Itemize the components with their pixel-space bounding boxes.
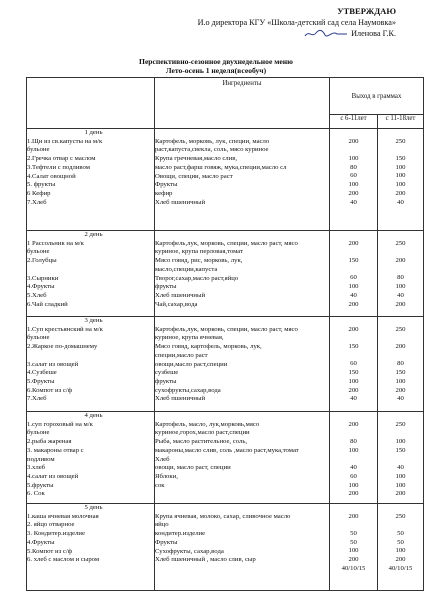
ingredient-line: Мясо говяд, рис, морковь, лук,	[155, 257, 243, 265]
portion-value: 100	[348, 155, 359, 163]
ingredient-line: сузбеше	[155, 369, 179, 377]
dish-name: 5. фрукты	[27, 181, 56, 189]
dish-name: 1.каша ячневая молочная	[27, 512, 99, 520]
dish-name: 3. макароны отвар с	[27, 446, 84, 454]
portion-value: 200	[395, 300, 406, 308]
dish-name: 6 Кефир	[27, 189, 51, 197]
portion-value	[330, 521, 377, 530]
ingredient-line: фрукты	[155, 283, 177, 291]
dish-name: 2.Гречка отвар с маслом	[27, 155, 96, 163]
portion-value: 100	[395, 481, 406, 489]
portion-value: 60	[350, 172, 357, 180]
portion-value: 200	[348, 556, 359, 564]
signer-name: Иленова Г.К.	[351, 29, 396, 38]
dish-name: 5.Хлеб	[27, 291, 47, 299]
day-row	[27, 129, 424, 231]
value-age1-cell	[330, 412, 378, 504]
ingredient-line: специи,масло раст	[155, 351, 208, 359]
ingredients-cell	[155, 317, 330, 412]
portion-value: 40	[397, 395, 404, 403]
portion-value	[378, 248, 423, 257]
dish-name: 1.суп гороховый на м/к	[27, 420, 93, 428]
value-age2-cell	[378, 129, 424, 231]
ingredients-cell	[155, 129, 330, 231]
age-group-2: с 11-18лет	[378, 115, 424, 129]
portion-value: 100	[395, 547, 406, 555]
ingredient-line: Картофель,лук, морковь, специи, масло раст, мясо	[155, 239, 298, 247]
ingredient-line: Картофель,лук, морковь, специи, масло раст, мясо	[155, 325, 298, 333]
ingredients-header: Ингредиенты	[155, 78, 330, 129]
ingredient-line: сок	[155, 481, 165, 489]
dish-name: 4.Фрукты	[27, 538, 55, 546]
day-label: 3 день	[84, 317, 103, 324]
portion-value: 200	[348, 490, 359, 498]
portion-value	[378, 455, 423, 464]
dish-name: 3.хлеб	[27, 464, 46, 472]
portion-value	[330, 248, 377, 257]
day-row	[27, 504, 424, 591]
dish-name: 1.Щи из св.капусты на м/к	[27, 137, 103, 145]
ingredient-line: Хлеб пшеничный	[155, 198, 206, 206]
dish-name: 6.Компот из с/ф	[27, 386, 73, 394]
ingredient-line: Хлеб пшеничный	[155, 395, 206, 403]
portion-value: 40	[350, 198, 357, 206]
dish-name: 7.Хлеб	[27, 198, 47, 206]
portion-value: 150	[348, 369, 359, 377]
dish-name: 1.Суп крестьянский на м/к	[27, 325, 103, 333]
portion-value: 150	[348, 257, 359, 265]
dish-name: 2.Голубцы	[27, 257, 57, 265]
dish-name: 2.Жаркое по-домашнему	[27, 343, 98, 351]
portion-value: 100	[348, 481, 359, 489]
day-row	[27, 412, 424, 504]
ingredient-line: Рыба, масло растительное, соль,	[155, 438, 248, 446]
ingredients-cell	[155, 412, 330, 504]
portion-value: 250	[395, 239, 406, 247]
portion-value: 200	[348, 420, 359, 428]
portion-value: 150	[395, 369, 406, 377]
portion-value: 100	[395, 377, 406, 385]
ingredient-line: Крупа ячневая, молоко, сахар, сливочное масло	[155, 512, 291, 520]
portion-value: 100	[395, 172, 406, 180]
portion-value: 200	[395, 556, 406, 564]
portion-value: 80	[350, 438, 357, 446]
portion-value: 100	[395, 163, 406, 171]
menu-subtitle: Лето-осень 1 неделя(всеобуч)	[165, 66, 267, 75]
portion-value: 50	[350, 530, 357, 538]
value-age2-cell	[378, 231, 424, 317]
dish-name: бульоне	[27, 429, 50, 437]
portion-value: 200	[348, 386, 359, 394]
dish-name: подливом	[27, 455, 55, 463]
ingredient-line: Яблоки,	[155, 472, 178, 480]
ingredient-line: Картофель, масло, лук,морковь,мясо	[155, 420, 260, 428]
portion-value: 60	[350, 274, 357, 282]
portion-value	[330, 334, 377, 343]
dish-name: 4.Фрукты	[27, 283, 55, 291]
ingredient-line: овощи,масло раст,специи	[155, 360, 228, 368]
value-age1-cell	[330, 129, 378, 231]
portion-value: 40	[350, 464, 357, 472]
day-label: 4 день	[84, 412, 103, 419]
dish-cell	[27, 129, 155, 231]
portion-value: 100	[348, 283, 359, 291]
portion-value: 200	[348, 325, 359, 333]
portion-value: 200	[395, 257, 406, 265]
portion-value: 100	[395, 181, 406, 189]
ingredient-line: Хлеб	[155, 455, 170, 463]
portion-value: 80	[397, 360, 404, 368]
ingredient-line: масло,специи,капуста	[155, 265, 218, 273]
portion-value	[378, 521, 423, 530]
portion-value: 80	[397, 274, 404, 282]
portion-value: 100	[348, 547, 359, 555]
dish-name: 2.рыба жареная	[27, 438, 72, 446]
portion-value: 100	[395, 472, 406, 480]
portion-value: 40	[397, 291, 404, 299]
portion-value: 150	[395, 446, 406, 454]
ingredient-line: масло раст,фарш говяж, мука,специи,масло сл	[155, 163, 287, 171]
ingredient-line: кефир	[155, 189, 173, 197]
ingredient-line: кондитер.изделие	[155, 530, 206, 538]
approval-block	[198, 6, 396, 39]
dish-column-header	[27, 78, 155, 129]
portion-value: 250	[395, 137, 406, 145]
dish-name: 5.фрукты	[27, 481, 54, 489]
dish-name: 5.Компот из с/ф	[27, 547, 73, 555]
portion-value	[330, 455, 377, 464]
dish-name: бульоне	[27, 248, 50, 256]
portion-value: 40/10/15	[341, 564, 366, 572]
ingredient-line: Картофель, морковь, лук, специи, масло	[155, 137, 270, 145]
portion-value: 200	[395, 386, 406, 394]
ingredient-line: раст,капуста,свекла, соль, мясо куриное	[155, 146, 269, 154]
dish-name: 6. Сок	[27, 490, 45, 498]
ingredient-line: Крупа гречневая,масло слив,	[155, 155, 238, 163]
ingredient-line: Хлеб пшеничный , масло слив, сыр	[155, 556, 256, 564]
dish-cell	[27, 412, 155, 504]
portion-value: 80	[350, 163, 357, 171]
day-row	[27, 231, 424, 317]
value-age2-cell	[378, 504, 424, 591]
portion-value	[378, 266, 423, 275]
portion-value: 100	[348, 446, 359, 454]
portion-value: 250	[395, 325, 406, 333]
value-age1-cell	[330, 231, 378, 317]
dish-name: 5.Фрукты	[27, 377, 55, 385]
portion-value: 100	[395, 283, 406, 291]
signature-mark	[303, 29, 349, 39]
ingredient-line: куриное, крупа перловая,томат	[155, 248, 244, 256]
dish-name: бульоне	[27, 146, 50, 154]
portion-value: 40	[350, 291, 357, 299]
table-header-row	[27, 78, 424, 115]
dish-name: 7.Хлеб	[27, 395, 47, 403]
portion-value: 40/10/15	[388, 564, 413, 572]
portion-value	[378, 352, 423, 361]
dish-cell	[27, 317, 155, 412]
portion-value: 60	[350, 360, 357, 368]
menu-table	[26, 77, 424, 591]
dish-name: 3.салат из овощей	[27, 360, 79, 368]
portion-value: 40	[350, 395, 357, 403]
dish-name: 4.Салат овощной	[27, 172, 76, 180]
approver-position: И.о директора КГУ «Школа-детский сад села Наумовка»	[197, 18, 396, 27]
signature-line	[198, 28, 396, 39]
portion-value: 60	[350, 472, 357, 480]
ingredient-line: куриное,горох,масло раст,специи	[155, 429, 250, 437]
ingredient-line: Чай,сахар,вода	[155, 300, 198, 308]
portion-value: 250	[395, 420, 406, 428]
value-age2-cell	[378, 412, 424, 504]
dish-name: 4.Сузбеше	[27, 369, 57, 377]
ingredients-cell	[155, 231, 330, 317]
day-label: 5 день	[84, 504, 103, 511]
menu-title: Перспективно-сезонное двухнедельное меню	[139, 57, 293, 66]
ingredient-line: Фрукты	[155, 538, 178, 546]
portion-value	[330, 429, 377, 438]
portion-value: 100	[395, 438, 406, 446]
portion-value: 200	[348, 189, 359, 197]
ingredient-line: сухофрукты,сахар,вода	[155, 386, 221, 394]
portion-value	[330, 352, 377, 361]
portion-value: 200	[395, 189, 406, 197]
portion-value: 200	[348, 300, 359, 308]
portion-value: 40	[397, 464, 404, 472]
portion-value: 150	[348, 343, 359, 351]
ingredient-line: Овощи, специи, масло раст	[155, 172, 233, 180]
dish-name	[27, 352, 154, 361]
portion-value: 200	[348, 239, 359, 247]
dish-cell	[27, 231, 155, 317]
ingredient-line: Сухофрукты, сахар,вода	[155, 547, 224, 555]
portion-value: 100	[348, 377, 359, 385]
portion-value: 250	[395, 512, 406, 520]
ingredient-line: яйцо	[155, 521, 169, 529]
day-row	[27, 317, 424, 412]
value-age2-cell	[378, 317, 424, 412]
dish-name: бульоне	[27, 334, 50, 342]
dish-name: 3.Тефтели с подливом	[27, 163, 90, 171]
value-age1-cell	[330, 317, 378, 412]
portion-value: 100	[348, 181, 359, 189]
portion-value	[378, 146, 423, 155]
portion-value	[378, 334, 423, 343]
output-header: Выход в граммах	[330, 78, 424, 115]
ingredient-line: Творог,сахар,масло раст,яйцо	[155, 274, 239, 282]
dish-name: 4.салат из овощей	[27, 472, 79, 480]
portion-value: 150	[395, 155, 406, 163]
dish-name: 6.Чай сладкий	[27, 300, 68, 308]
ingredient-line: Мясо говяд, картофель, морковь, лук,	[155, 343, 262, 351]
ingredient-line: Фрукты	[155, 181, 178, 189]
portion-value	[330, 146, 377, 155]
ingredient-line: фрукты	[155, 377, 177, 385]
dish-name: 1 Рассольник на м/к	[27, 239, 84, 247]
portion-value	[330, 266, 377, 275]
portion-value	[378, 429, 423, 438]
dish-name	[27, 266, 154, 275]
ingredient-line: Хлеб пшеничный	[155, 291, 206, 299]
portion-value: 200	[348, 512, 359, 520]
portion-value: 200	[348, 137, 359, 145]
approve-label: УТВЕРЖДАЮ	[337, 6, 396, 16]
portion-value: 50	[397, 538, 404, 546]
value-age1-cell	[330, 504, 378, 591]
ingredients-cell	[155, 504, 330, 591]
dish-cell	[27, 504, 155, 591]
ingredient-line: макароны,масло слив, соль ,масло раст,мука,томат	[155, 446, 299, 454]
ingredient-line: овощи, масло раст, специи	[155, 464, 231, 472]
age-group-1: с 6-11лет	[330, 115, 378, 129]
ingredient-line	[155, 490, 329, 499]
dish-name: 2. яйцо отварное	[27, 521, 75, 529]
portion-value: 200	[395, 343, 406, 351]
day-label: 1 день	[84, 129, 103, 136]
day-label: 2 день	[84, 231, 103, 238]
portion-value: 50	[350, 538, 357, 546]
ingredient-line: куриное, крупа ячневая,	[155, 334, 224, 342]
portion-value: 50	[397, 530, 404, 538]
portion-value: 200	[395, 490, 406, 498]
dish-name: 3. Кондитер.изделие	[27, 530, 85, 538]
portion-value: 40	[397, 198, 404, 206]
dish-name: 3.Сырники	[27, 274, 59, 282]
dish-name: 6. хлеб с маслом и сыром	[27, 556, 100, 564]
